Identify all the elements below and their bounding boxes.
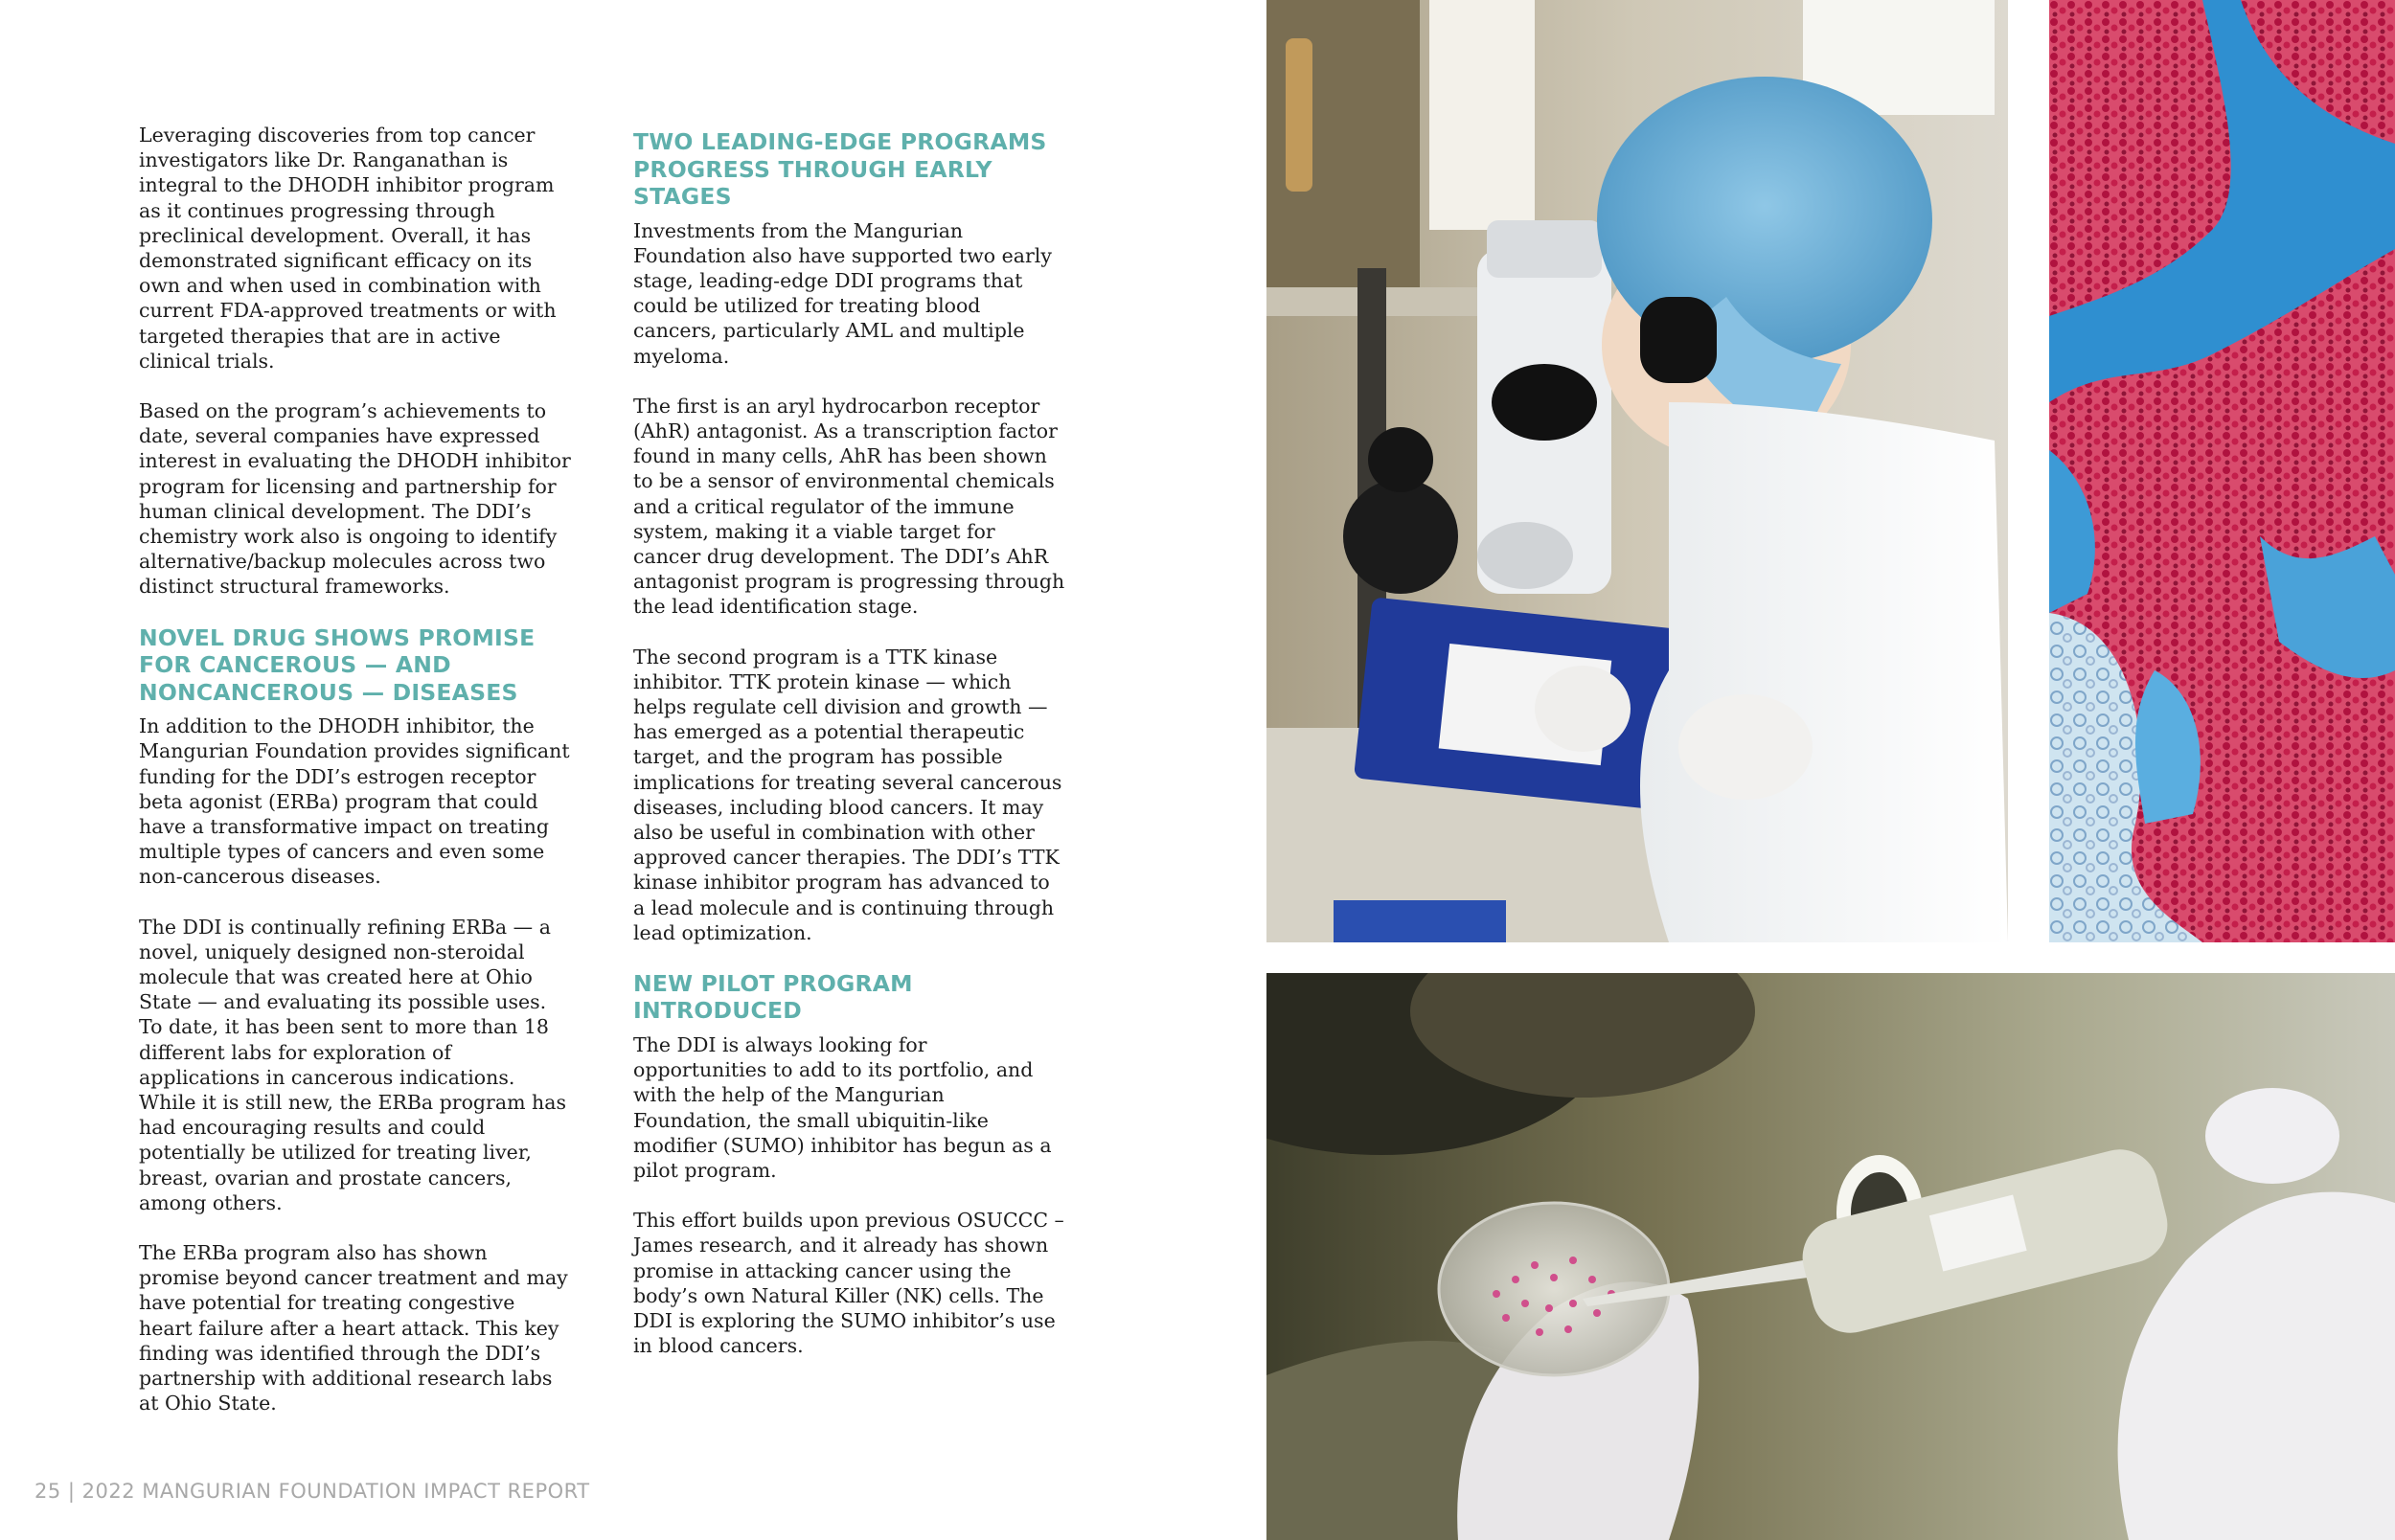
left-paragraph-4: The DDI is continually refining ERBa — a novel, uniquely designed non-steroidal molecule that was created here at Ohio State — and evaluating its possible uses. To date, it has been sent to more than 18 different labs for exploration of applications in cancerous indications. While it is still new, the ERBa program has had encouraging results and could potentially be utilized for treating liver, breast, ovarian and prostate cancers, among others.	[139, 915, 566, 1214]
middle-paragraph-1: Investments from the Mangurian Foundation also have supported two early stage, leading-edge DDI programs that could be utilized for treating blood cancers, particularly AML and multiple myeloma.	[633, 218, 1052, 368]
section-heading-pilot-program: NEW PILOT PROGRAM INTRODUCED	[633, 969, 913, 1025]
left-paragraph-5: The ERBa program also has shown promise beyond cancer treatment and may have potential for treating congestive heart failure after a heart attack. This key finding was identified through the DDI’s partnership with additional research labs at Ohio State.	[139, 1241, 568, 1415]
middle-paragraph-2: The first is an aryl hydrocarbon receptor (AhR) antagonist. As a transcription factor found in many cells, AhR has been shown to be a sensor of environmental chemicals and a critical regulator of the immune system, making it a viable target for cancer drug development. The DDI’s AhR antagonist program is progressing through the lead identification stage.	[633, 394, 1065, 619]
left-paragraph-3: In addition to the DHODH inhibitor, the Mangurian Foundation provides significant funding for the DDI’s estrogen receptor beta agonist (ERBa) program that could have a transformative impact on treating multiple types of cancers and even some non-cancerous diseases.	[139, 714, 570, 889]
microscope-researcher-photo	[1266, 0, 2008, 942]
middle-text-column	[633, 123, 1066, 1383]
middle-paragraph-3: The second program is a TTK kinase inhibitor. TTK protein kinase — which helps regulate cell division and growth — has emerged as a potential therapeutic target, and the program has possible implications for treating several cancerous diseases, including blood cancers. It may also be useful in combination with other approved cancer therapies. The DDI’s TTK kinase inhibitor program has advanced to a lead molecule and is continuing through lead optimization.	[633, 645, 1062, 944]
middle-paragraph-4: The DDI is always looking for opportunities to add to its portfolio, and with the help of the Mangurian Foundation, the small ubiquitin-like modifier (SUMO) inhibitor has begun as a pilot program.	[633, 1032, 1052, 1182]
page-footer: 25 | 2022 MANGURIAN FOUNDATION IMPACT REPORT	[34, 1480, 590, 1503]
petri-dish-pipette-photo	[1266, 973, 2395, 1540]
middle-paragraph-5: This effort builds upon previous OSUCCC – James research, and it already has shown promise in attacking cancer using the body’s own Natural Killer (NK) cells. The DDI is exploring the SUMO inhibitor’s use in blood cancers.	[633, 1209, 1064, 1358]
section-heading-novel-drug: NOVEL DRUG SHOWS PROMISE FOR CANCEROUS — AND NONCANCEROUS — DISEASES	[139, 623, 536, 706]
left-paragraph-2: Based on the program’s achievements to date, several companies have expressed interest in evaluating the DHODH inhibitor program for licensing and partnership for human clinical development. The DDI’s chemistry work also is ongoing to identify alternative/backup molecules across two distinct structural frameworks.	[139, 399, 571, 599]
left-paragraph-1: Leveraging discoveries from top cancer investigators like Dr. Ranganathan is integral to the DHODH inhibitor program as it continues progressing through preclinical development. Overall, it has demonstrated significant efficacy on its own and when used in combination with current FDA-approved treatments or with targeted therapies that are in active clinical trials.	[139, 124, 557, 373]
tissue-micrograph-photo	[2049, 0, 2395, 942]
left-text-column	[139, 123, 572, 1440]
section-heading-two-programs: TWO LEADING-EDGE PROGRAMS PROGRESS THROUGH EARLY STAGES	[633, 128, 1047, 210]
